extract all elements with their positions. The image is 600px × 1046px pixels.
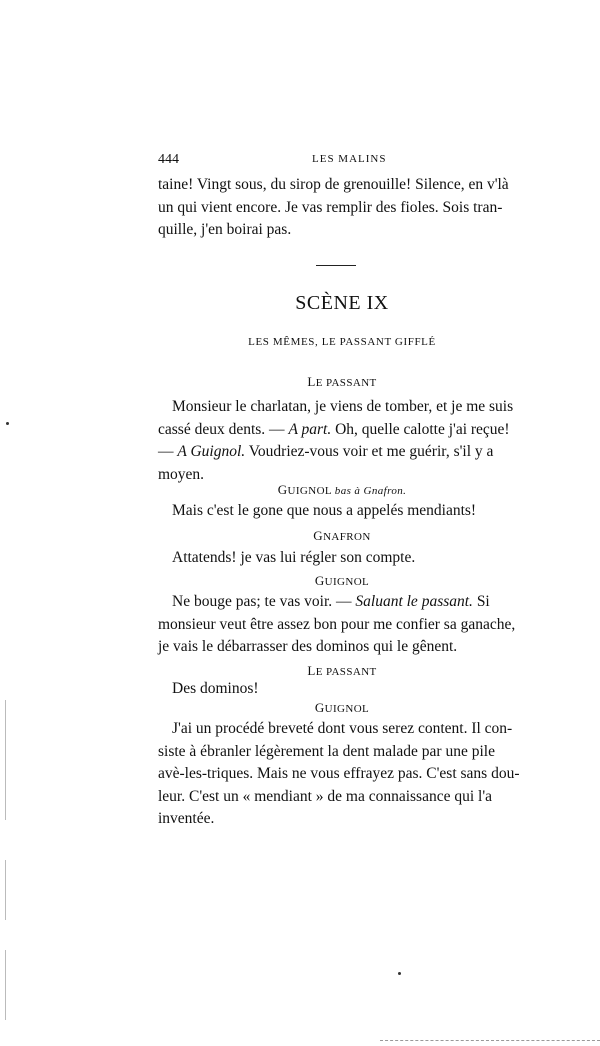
text-line: Ne bouge pas; te vas voir. — Saluant le passant. Si [172,593,490,610]
speaker-guignol: GUIGNOL [314,573,370,588]
page-number: 444 [158,152,179,167]
scan-speck [398,972,401,975]
speaker-guignol: GUIGNOL bas à Gnafron. [277,482,407,497]
speech-le-passant [158,396,526,486]
speech-guignol [158,591,526,659]
text-line: avè-les-triques. Mais ne vous effrayez pas. C'est sans dou- [158,765,520,782]
speaker-le-passant: LE PASSANT [307,663,377,678]
speaker-le-passant: LE PASSANT [307,374,377,389]
scan-margin-mark [5,700,6,820]
text-line: leur. C'est un « mendiant » de ma connaissance qui l'a [158,787,493,805]
text-line: siste à ébranler légèrement la dent malade par une pile [158,742,495,760]
running-title: LES MALINS [312,153,387,165]
text-line: monsieur veut être assez bon pour me confier sa ganache, [158,615,516,633]
stage-direction: bas à Gnafron. [334,485,407,497]
text-line: inventée. [158,810,215,827]
scan-speck [6,422,9,425]
speech-guignol: Mais c'est le gone que nous a appelés mendiants! [172,502,477,519]
scene-persons: LES MÊMES, LE PASSANT GIFFLÉ [248,336,436,348]
speaker-guignol: GUIGNOL [314,700,370,715]
section-divider [316,265,356,266]
speaker-gnafron: GNAFRON [313,528,371,543]
text-line: cassé deux dents. — A part. Oh, quelle calotte j'ai reçue! [158,420,510,438]
scan-margin-mark [5,860,6,920]
text-line: moyen. [158,465,205,483]
text-line: Monsieur le charlatan, je viens de tomber, et je me suis [172,398,514,415]
top-paragraph [158,174,526,242]
text-line: J'ai un procédé breveté dont vous serez content. Il con- [172,720,513,737]
speech-gnafron: Attatends! je vas lui régler son compte. [172,549,416,566]
text-line: un qui vient encore. Je vas remplir des fioles. Sois tran- [158,198,503,216]
scan-margin-mark [5,950,6,1020]
speech-guignol [158,718,526,831]
text-line: — A Guignol. Voudriez-vous voir et me guérir, s'il y a [158,443,494,460]
speech-le-passant: Des dominos! [172,680,259,697]
text-line: taine! Vingt sous, du sirop de grenouille! Silence, en v'là [158,176,509,193]
text-line: je vais le débarrasser des dominos qui le gênent. [158,638,458,655]
running-head [158,152,530,172]
scan-edge-mark [380,1040,600,1041]
scene-title: SCÈNE IX [295,292,389,314]
text-line: quille, j'en boirai pas. [158,221,292,238]
